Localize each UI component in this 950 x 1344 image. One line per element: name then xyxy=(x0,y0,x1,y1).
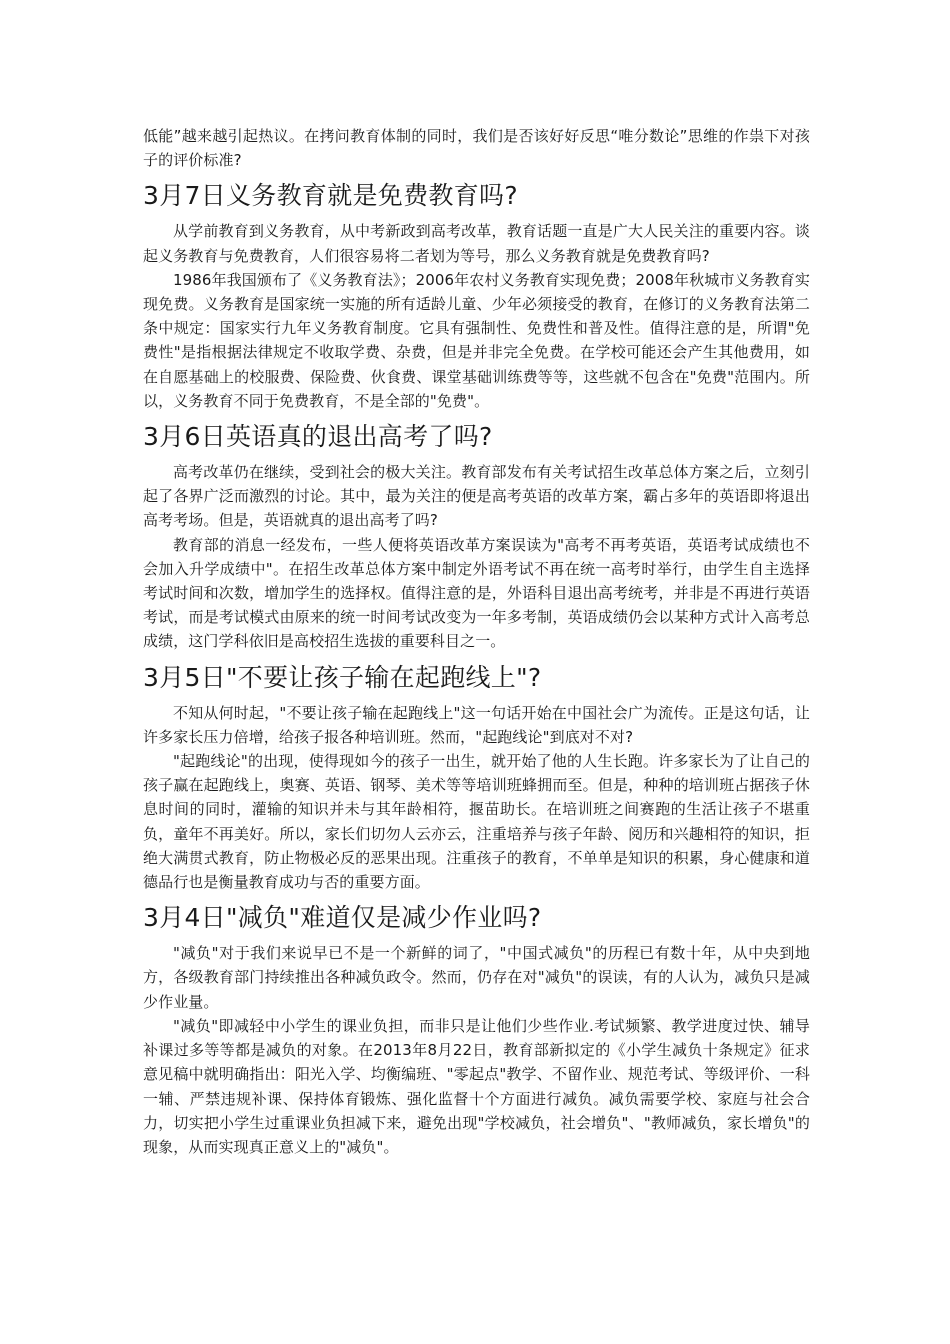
section-heading-mar7: 3月7日义务教育就是免费教育吗? xyxy=(143,181,518,211)
section-heading-mar4: 3月4日"减负"难道仅是减少作业吗? xyxy=(143,903,542,933)
paragraph: 从学前教育到义务教育，从中考新政到高考改革，教育话题一直是广大人民关注的重要内容。谈起义务教育与免费教育，人们很容易将二者划为等号，那么义务教育就是免费教育吗? xyxy=(143,222,810,265)
paragraph: "减负"即减轻中小学生的课业负担，而非只是让他们少些作业.考试频繁、教学进度过快、辅导补课过多等等都是减负的对象。在2013年8月22日，教育部新拟定的《小学生减负十条规定》征求意见稿中就明确指出：阳光入学、均衡编班、"零起点"教学、不留作业、规范考试、等级评价、一科一辅、严禁违规补课、保持体育锻炼、强化监督十个方面进行减负。减负需要学校、家庭与社会合力，切实把小学生过重课业负担减下来，避免出现"学校减负，社会增负"、"教师减负，家长增负"的现象，从而实现真正意义上的"减负"。 xyxy=(143,1016,810,1156)
paragraph: 1986年我国颁布了《义务教育法》；2006年农村义务教育实现免费；2008年秋城市义务教育实现免费。义务教育是国家统一实施的所有适龄儿童、少年必须接受的教育，在修订的义务教育法第二条中规定：国家实行九年义务教育制度。它具有强制性、免费性和普及性。值得注意的是，所谓"免费性"是指根据法律规定不收取学费、杂费，但是并非完全免费。在学校可能还会产生其他费用，如在自愿基础上的校服费、保险费、伙食费、课堂基础训练费等等，这些就不包含在"免费"范围内。所以，义务教育不同于免费教育，不是全部的"免费"。 xyxy=(143,270,810,410)
paragraph: 不知从何时起，"不要让孩子输在起跑线上"这一句话开始在中国社会广为流传。正是这句话，让许多家长压力倍增，给孩子报各种培训班。然而，"起跑线论"到底对不对? xyxy=(143,703,810,746)
paragraph: "起跑线论"的出现，使得现如今的孩子一出生，就开始了他的人生长跑。许多家长为了让自己的孩子赢在起跑线上，奥赛、英语、钢琴、美术等等培训班蜂拥而至。但是，种种的培训班占据孩子休息时间的同时，灌输的知识并未与其年龄相符，揠苗助长。在培训班之间赛跑的生活让孩子不堪重负，童年不再美好。所以，家长们切勿人云亦云，注重培养与孩子年龄、阅历和兴趣相符的知识，拒绝大满贯式教育，防止物极必反的恶果出现。注重孩子的教育，不单单是知识的积累，身心健康和道德品行也是衡量教育成功与否的重要方面。 xyxy=(143,752,810,892)
section-heading-mar6: 3月6日英语真的退出高考了吗? xyxy=(143,422,493,452)
section-heading-mar5: 3月5日"不要让孩子输在起跑线上"? xyxy=(143,662,542,692)
intro-paragraph: 低能”越来越引起热议。在拷问教育体制的同时，我们是否该好好反思“唯分数论”思维的作祟下对孩子的评价标准? xyxy=(143,127,810,170)
paragraph: 教育部的消息一经发布，一些人便将英语改革方案误读为"高考不再考英语，英语考试成绩也不会加入升学成绩中"。在招生改革总体方案中制定外语考试不再在统一高考时举行，由学生自主选择考试时间和次数，增加学生的选择权。值得注意的是，外语科目退出高考统考，并非是不再进行英语考试，而是考试模式由原来的统一时间考试改变为一年多考制，英语成绩仍会以某种方式计入高考总成绩，这门学科依旧是高校招生选拔的重要科目之一。 xyxy=(143,535,810,651)
paragraph: 高考改革仍在继续，受到社会的极大关注。教育部发布有关考试招生改革总体方案之后，立刻引起了各界广泛而激烈的讨论。其中，最为关注的便是高考英语的改革方案，霸占多年的英语即将退出高考考场。但是，英语就真的退出高考了吗? xyxy=(143,463,810,530)
paragraph: "减负"对于我们来说早已不是一个新鲜的词了，"中国式减负"的历程已有数十年，从中央到地方，各级教育部门持续推出各种减负政令。然而，仍存在对"减负"的误读，有的人认为，减负只是减少作业量。 xyxy=(143,944,810,1011)
